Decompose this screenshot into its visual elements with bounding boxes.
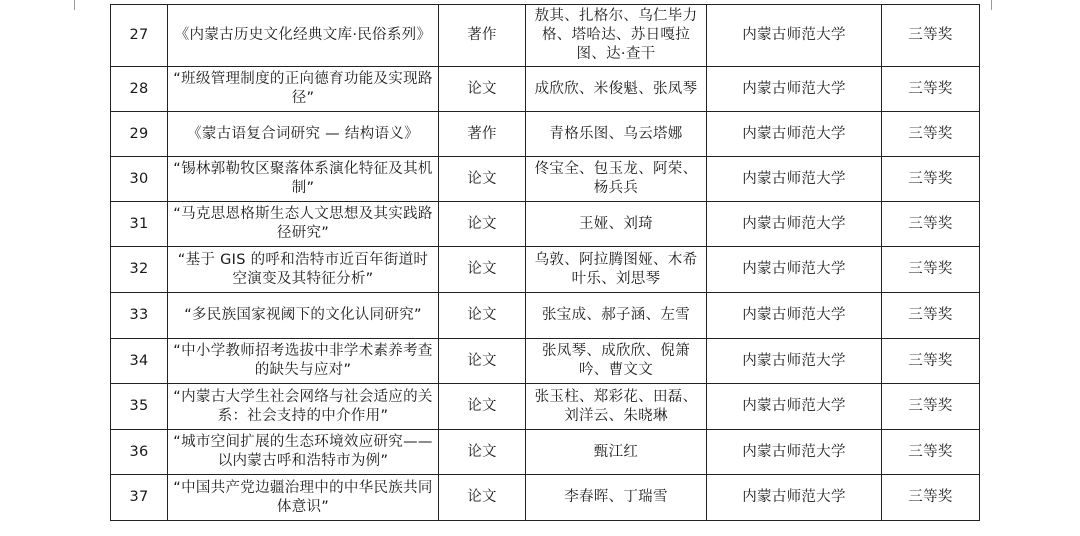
prize-level: 三等奖	[882, 475, 980, 521]
organization: 内蒙古师范大学	[707, 430, 882, 475]
authors: 乌敦、阿拉腾图娅、木希叶乐、刘思琴	[526, 247, 707, 293]
row-number: 30	[111, 157, 168, 202]
work-title: “基于 GIS 的呼和浩特市近百年街道时空演变及其特征分析”	[168, 247, 439, 293]
prize-level: 三等奖	[882, 384, 980, 430]
row-number: 37	[111, 475, 168, 521]
work-type: 著作	[439, 112, 526, 157]
table-row	[111, 247, 980, 293]
table-row	[111, 293, 980, 339]
work-title: “中国共产党边疆治理中的中华民族共同体意识”	[168, 475, 439, 521]
table-row	[111, 112, 980, 157]
work-type: 论文	[439, 430, 526, 475]
organization: 内蒙古师范大学	[707, 67, 882, 112]
row-number: 35	[111, 384, 168, 430]
row-number: 31	[111, 202, 168, 247]
work-type: 论文	[439, 339, 526, 384]
row-number: 28	[111, 67, 168, 112]
organization: 内蒙古师范大学	[707, 112, 882, 157]
work-title: “内蒙古大学生社会网络与社会适应的关系：社会支持的中介作用”	[168, 384, 439, 430]
work-title: 《蒙古语复合词研究 — 结构语义》	[168, 112, 439, 157]
table-row	[111, 157, 980, 202]
row-number: 27	[111, 5, 168, 67]
work-title: “马克思恩格斯生态人文思想及其实践路径研究”	[168, 202, 439, 247]
work-type: 论文	[439, 202, 526, 247]
awards-table	[110, 4, 980, 521]
work-title: “城市空间扩展的生态环境效应研究——以内蒙古呼和浩特市为例”	[168, 430, 439, 475]
organization: 内蒙古师范大学	[707, 293, 882, 339]
authors: 佟宝全、包玉龙、阿荣、杨兵兵	[526, 157, 707, 202]
work-type: 论文	[439, 384, 526, 430]
row-number: 36	[111, 430, 168, 475]
prize-level: 三等奖	[882, 5, 980, 67]
work-type: 论文	[439, 475, 526, 521]
awards-table-body	[111, 5, 980, 521]
prize-level: 三等奖	[882, 247, 980, 293]
work-type: 论文	[439, 67, 526, 112]
organization: 内蒙古师范大学	[707, 475, 882, 521]
table-row	[111, 430, 980, 475]
work-title: “锡林郭勒牧区聚落体系演化特征及其机制”	[168, 157, 439, 202]
organization: 内蒙古师范大学	[707, 247, 882, 293]
row-number: 32	[111, 247, 168, 293]
table-row	[111, 384, 980, 430]
prize-level: 三等奖	[882, 202, 980, 247]
work-title: “中小学教师招考选拔中非学术素养考查的缺失与应对”	[168, 339, 439, 384]
table-row	[111, 5, 980, 67]
prize-level: 三等奖	[882, 112, 980, 157]
authors: 敖其、扎格尔、乌仁毕力格、塔哈达、苏日嘎拉图、达·查干	[526, 5, 707, 67]
prize-level: 三等奖	[882, 67, 980, 112]
work-type: 论文	[439, 157, 526, 202]
row-number: 34	[111, 339, 168, 384]
table-row	[111, 202, 980, 247]
work-type: 论文	[439, 293, 526, 339]
work-title: 《内蒙古历史文化经典文库·民俗系列》	[168, 5, 439, 67]
authors: 张凤琴、成欣欣、倪箫吟、曹文文	[526, 339, 707, 384]
authors: 张宝成、郝子涵、左雪	[526, 293, 707, 339]
prize-level: 三等奖	[882, 293, 980, 339]
authors: 甄江红	[526, 430, 707, 475]
organization: 内蒙古师范大学	[707, 384, 882, 430]
work-title: “班级管理制度的正向德育功能及实现路径”	[168, 67, 439, 112]
organization: 内蒙古师范大学	[707, 202, 882, 247]
authors: 张玉柱、郑彩花、田磊、刘洋云、朱晓琳	[526, 384, 707, 430]
authors: 青格乐图、乌云塔娜	[526, 112, 707, 157]
page-corner-mark-right	[991, 0, 992, 10]
table-row	[111, 339, 980, 384]
work-type: 论文	[439, 247, 526, 293]
table-row	[111, 475, 980, 521]
prize-level: 三等奖	[882, 430, 980, 475]
row-number: 33	[111, 293, 168, 339]
table-row	[111, 67, 980, 112]
work-title: “多民族国家视阈下的文化认同研究”	[168, 293, 439, 339]
prize-level: 三等奖	[882, 339, 980, 384]
row-number: 29	[111, 112, 168, 157]
authors: 王娅、刘琦	[526, 202, 707, 247]
work-type: 著作	[439, 5, 526, 67]
organization: 内蒙古师范大学	[707, 5, 882, 67]
prize-level: 三等奖	[882, 157, 980, 202]
authors: 成欣欣、米俊魁、张凤琴	[526, 67, 707, 112]
organization: 内蒙古师范大学	[707, 157, 882, 202]
organization: 内蒙古师范大学	[707, 339, 882, 384]
page-corner-mark-left	[74, 0, 75, 10]
authors: 李春晖、丁瑞雪	[526, 475, 707, 521]
